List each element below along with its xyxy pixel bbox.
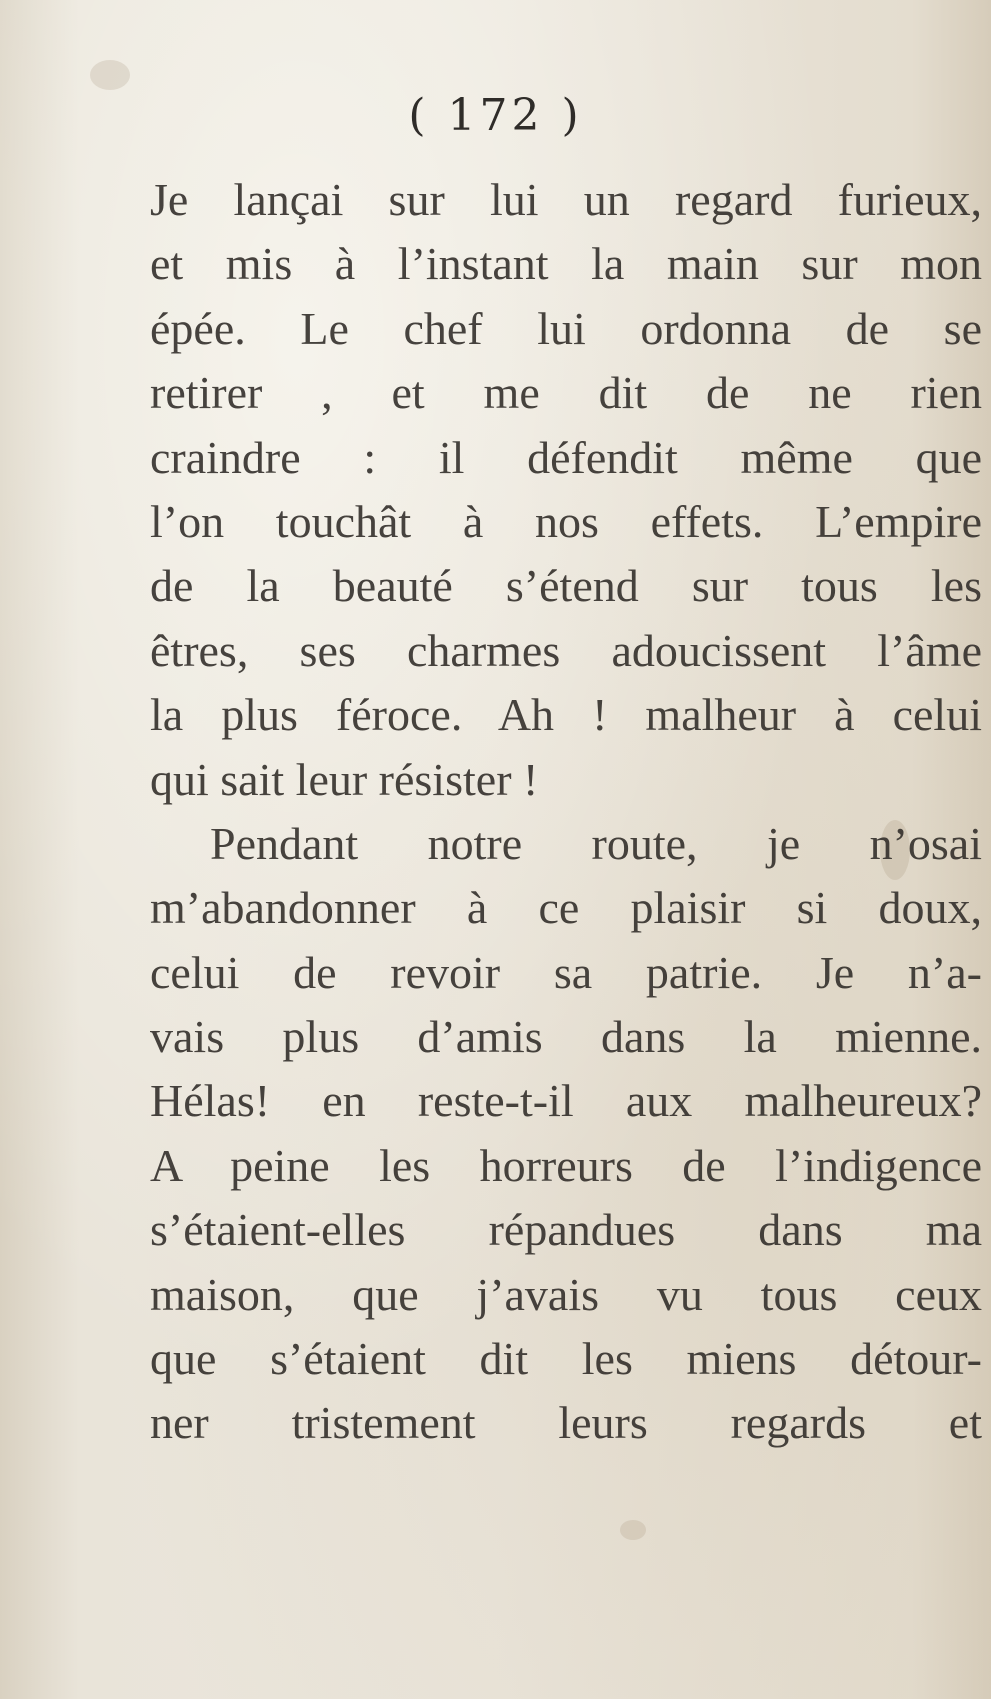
text-line: de la beauté s’étend sur tous les [150, 560, 982, 612]
text-line: épée. Le chef lui ordonna de se [150, 302, 982, 354]
text-line: craindre : il défendit même que [150, 431, 982, 483]
text-line: l’on touchât à nos effets. L’empire [150, 495, 982, 547]
text-line: Hélas! en reste-t-il aux malheureux? [150, 1075, 982, 1127]
text-line: retirer , et me dit de ne rien [150, 367, 982, 419]
text-line: A peine les horreurs de l’indigence [150, 1139, 982, 1191]
body-text [150, 168, 982, 1456]
text-line: Je lançai sur lui un regard furieux, [150, 174, 982, 225]
text-line: celui de revoir sa patrie. Je n’a- [150, 946, 982, 998]
text-line: qui sait leur résister ! [150, 753, 539, 805]
text-line: la plus féroce. Ah ! malheur à celui [150, 689, 982, 741]
text-line: m’abandonner à ce plaisir si doux, [150, 882, 982, 934]
paragraph-start-line: Pendant notre route, je n’osai [210, 817, 982, 869]
text-line: ner tristement leurs regards et [150, 1397, 982, 1449]
paper-stain [620, 1520, 646, 1540]
text-line: que s’étaient dit les miens détour- [150, 1333, 982, 1385]
text-line: maison, que j’avais vu tous ceux [150, 1268, 982, 1320]
paper-stain [90, 60, 130, 90]
text-line: et mis à l’instant la main sur mon [150, 238, 982, 290]
text-line: s’étaient-elles répandues dans ma [150, 1204, 982, 1256]
page-number: ( 172 ) [408, 90, 583, 141]
text-line: vais plus d’amis dans la mienne. [150, 1011, 982, 1063]
text-line: êtres, ses charmes adoucissent l’âme [150, 624, 982, 676]
